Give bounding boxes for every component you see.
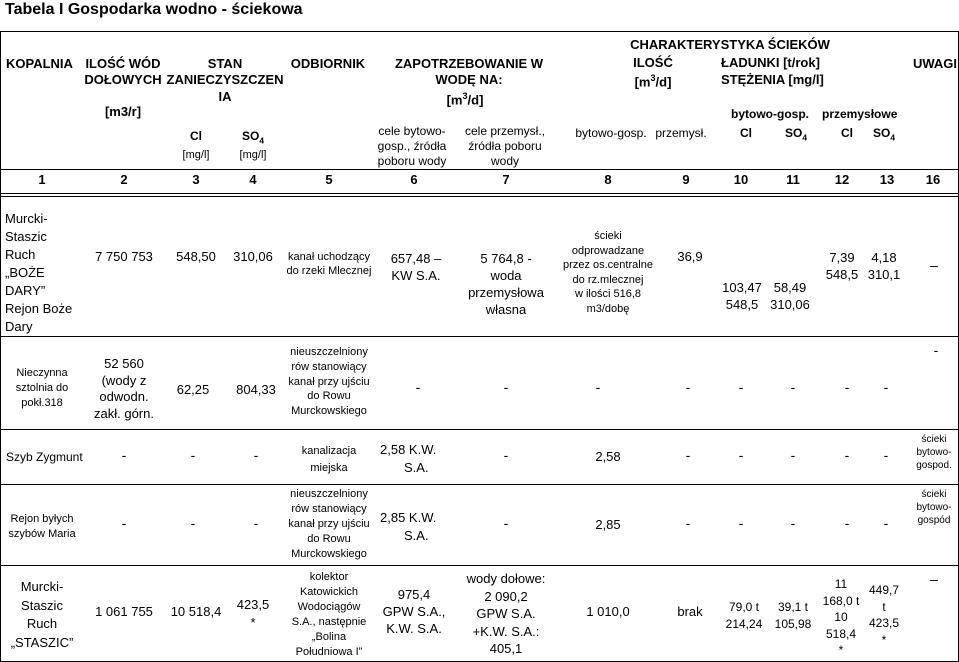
page-title: Tabela I Gospodarka wodno - ściekowa — [5, 1, 303, 18]
header-kopalnia: KOPALNIA — [6, 56, 73, 71]
header-uwagi: UWAGI — [912, 56, 958, 71]
header-odbiornik: ODBIORNIK — [290, 56, 366, 71]
header-bytowo-gosp: bytowo-gosp. — [731, 107, 809, 121]
header-cl: Cl — [190, 129, 202, 143]
header-cele-bytowe: cele bytowo- — [378, 124, 446, 138]
header-zapotrzebowanie: ZAPOTRZEBOWANIE W — [394, 56, 544, 71]
header-ilosc-wod: ILOŚĆ WÓD — [85, 56, 161, 71]
row-name: Murcki- Staszic Ruch „BOŻE DARY” Rejon Boże Dary — [5, 211, 73, 334]
header-ilosc: ILOŚĆ — [633, 55, 673, 70]
ilosc-bytowa-staszic: 1 010,0 — [586, 604, 630, 619]
header-byt-gosp-col: bytowo-gosp. — [575, 126, 647, 140]
row-name: Nieczynna sztolnia do pokł.318 — [15, 367, 69, 409]
header-przemyslowe: przemysłowe — [822, 107, 898, 121]
ilosc-przem-staszic: brak — [677, 604, 703, 619]
header-so4: $SO_4$ — [241, 129, 265, 146]
row-name: Szyb Zygmunt — [6, 450, 83, 464]
header-przemysl-col: przemysł. — [655, 126, 707, 140]
row-name: Murcki- Staszic Ruch „STASZIC” — [10, 579, 74, 650]
header-ladunki: ŁADUNKI [t/rok] — [721, 55, 820, 70]
header-charakterystyka: CHARAKTERYSTYKA ŚCIEKÓW — [630, 37, 830, 52]
header-stan: STAN — [207, 56, 243, 71]
header-ilosc-wod-unit: [m3/r] — [104, 104, 142, 119]
row-name: Rejon byłych szybów Maria — [8, 513, 76, 540]
header-cele-przemyslowe: cele przemysł., — [464, 124, 546, 138]
header-stezenia: STĘŻENIA [mg/l] — [721, 72, 824, 87]
